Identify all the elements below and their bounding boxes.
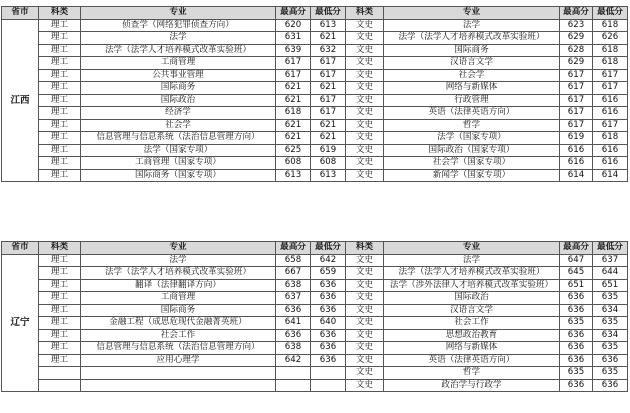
table-row bbox=[2, 169, 628, 182]
category-cell: 文史 bbox=[346, 169, 384, 182]
max-score-cell: 628 bbox=[560, 44, 593, 57]
major-cell: 法学（法学人才培养模式改革实验班） bbox=[81, 44, 276, 57]
max-score-cell: 616 bbox=[560, 157, 593, 170]
min-score-cell: 618 bbox=[593, 19, 628, 32]
major-cell: 国际商务（国家专项） bbox=[81, 169, 276, 182]
category-cell: 理工 bbox=[39, 342, 81, 355]
major-cell: 哲学 bbox=[384, 367, 560, 380]
min-score-cell: 644 bbox=[593, 267, 628, 280]
max-score-cell: 641 bbox=[276, 317, 311, 330]
header-category: 科类 bbox=[39, 7, 81, 20]
table-row bbox=[2, 279, 628, 292]
table-row bbox=[2, 119, 628, 132]
category-cell: 理工 bbox=[39, 132, 81, 145]
category-cell: 文史 bbox=[346, 304, 384, 317]
max-score-cell: 645 bbox=[560, 267, 593, 280]
table-row bbox=[2, 292, 628, 305]
min-score-cell bbox=[311, 367, 346, 380]
max-score-cell bbox=[276, 379, 311, 392]
min-score-cell: 614 bbox=[593, 169, 628, 182]
min-score-cell: 618 bbox=[593, 57, 628, 70]
min-score-cell: 636 bbox=[311, 292, 346, 305]
category-cell: 理工 bbox=[39, 254, 81, 267]
min-score-cell: 659 bbox=[311, 267, 346, 280]
category-cell: 文史 bbox=[346, 254, 384, 267]
table-row bbox=[2, 82, 628, 95]
header-category: 科类 bbox=[346, 242, 384, 255]
min-score-cell: 616 bbox=[593, 94, 628, 107]
major-cell: 新闻学（国家专项） bbox=[384, 169, 560, 182]
category-cell: 理工 bbox=[39, 329, 81, 342]
min-score-cell: 619 bbox=[311, 144, 346, 157]
min-score-cell: 635 bbox=[593, 292, 628, 305]
table-row bbox=[2, 132, 628, 145]
category-cell: 理工 bbox=[39, 119, 81, 132]
max-score-cell: 613 bbox=[276, 169, 311, 182]
category-cell: 文史 bbox=[346, 132, 384, 145]
category-cell: 文史 bbox=[346, 379, 384, 392]
max-score-cell: 617 bbox=[560, 69, 593, 82]
category-cell: 理工 bbox=[39, 107, 81, 120]
min-score-cell: 613 bbox=[311, 169, 346, 182]
category-cell: 文史 bbox=[346, 267, 384, 280]
table-row bbox=[2, 57, 628, 70]
max-score-cell: 636 bbox=[560, 379, 593, 392]
category-cell: 文史 bbox=[346, 107, 384, 120]
table-row bbox=[2, 44, 628, 57]
category-cell: 文史 bbox=[346, 94, 384, 107]
min-score-cell: 635 bbox=[593, 367, 628, 380]
major-cell: 法学 bbox=[81, 32, 276, 45]
max-score-cell: 617 bbox=[560, 94, 593, 107]
header-category: 科类 bbox=[39, 242, 81, 255]
table-row bbox=[2, 107, 628, 120]
category-cell: 理工 bbox=[39, 317, 81, 330]
header-max-score: 最高分 bbox=[560, 7, 593, 20]
header-major: 专业 bbox=[384, 7, 560, 20]
category-cell: 理工 bbox=[39, 69, 81, 82]
major-cell: 社会学 bbox=[81, 119, 276, 132]
major-cell: 英语（法律英语方向） bbox=[384, 107, 560, 120]
category-cell: 理工 bbox=[39, 144, 81, 157]
major-cell: 国际政治（国家专项） bbox=[384, 144, 560, 157]
major-cell: 国际政治 bbox=[81, 94, 276, 107]
min-score-cell: 636 bbox=[311, 304, 346, 317]
max-score-cell: 658 bbox=[276, 254, 311, 267]
major-cell: 翻译（法律翻译方向） bbox=[81, 279, 276, 292]
max-score-cell: 625 bbox=[276, 144, 311, 157]
max-score-cell: 667 bbox=[276, 267, 311, 280]
category-cell: 理工 bbox=[39, 44, 81, 57]
category-cell: 理工 bbox=[39, 354, 81, 367]
min-score-cell: 636 bbox=[593, 354, 628, 367]
major-cell: 汉语言文学 bbox=[384, 57, 560, 70]
major-cell: 社会学 bbox=[384, 69, 560, 82]
major-cell: 金融工程（成思危现代金融菁英班） bbox=[81, 317, 276, 330]
min-score-cell: 618 bbox=[593, 44, 628, 57]
category-cell: 文史 bbox=[346, 157, 384, 170]
major-cell: 社会学（国家专项） bbox=[384, 157, 560, 170]
max-score-cell: 618 bbox=[276, 107, 311, 120]
major-cell: 法学（国家专项） bbox=[384, 132, 560, 145]
table-row bbox=[2, 379, 628, 392]
max-score-cell: 619 bbox=[560, 132, 593, 145]
major-cell: 法学（法学人才培养模式改革实验班） bbox=[81, 267, 276, 280]
min-score-cell: 635 bbox=[593, 317, 628, 330]
major-cell: 国际商务 bbox=[81, 82, 276, 95]
header-major: 专业 bbox=[81, 242, 276, 255]
min-score-cell: 616 bbox=[593, 107, 628, 120]
major-cell bbox=[81, 367, 276, 380]
min-score-cell: 621 bbox=[311, 132, 346, 145]
category-cell: 文史 bbox=[346, 354, 384, 367]
header-min-score: 最低分 bbox=[593, 242, 628, 255]
max-score-cell: 621 bbox=[276, 132, 311, 145]
max-score-cell: 636 bbox=[560, 304, 593, 317]
min-score-cell: 608 bbox=[311, 157, 346, 170]
max-score-cell: 621 bbox=[276, 119, 311, 132]
header-row bbox=[2, 242, 628, 255]
max-score-cell: 636 bbox=[276, 304, 311, 317]
max-score-cell: 616 bbox=[560, 144, 593, 157]
max-score-cell: 608 bbox=[276, 157, 311, 170]
min-score-cell: 613 bbox=[311, 19, 346, 32]
max-score-cell: 621 bbox=[276, 82, 311, 95]
category-cell: 文史 bbox=[346, 367, 384, 380]
category-cell bbox=[39, 379, 81, 392]
max-score-cell: 636 bbox=[560, 292, 593, 305]
max-score-cell: 636 bbox=[560, 354, 593, 367]
header-min-score: 最低分 bbox=[311, 242, 346, 255]
province-cell: 江西 bbox=[2, 19, 39, 182]
header-max-score: 最高分 bbox=[276, 7, 311, 20]
min-score-cell bbox=[311, 379, 346, 392]
major-cell bbox=[81, 379, 276, 392]
major-cell: 工商管理（国家专项） bbox=[81, 157, 276, 170]
min-score-cell: 618 bbox=[593, 132, 628, 145]
min-score-cell: 621 bbox=[311, 119, 346, 132]
min-score-cell: 636 bbox=[311, 329, 346, 342]
header-major: 专业 bbox=[81, 7, 276, 20]
header-province: 省市 bbox=[2, 7, 39, 20]
table-row bbox=[2, 69, 628, 82]
max-score-cell: 617 bbox=[560, 82, 593, 95]
min-score-cell: 634 bbox=[593, 329, 628, 342]
table-row bbox=[2, 267, 628, 280]
min-score-cell: 617 bbox=[311, 57, 346, 70]
major-cell: 工商管理 bbox=[81, 292, 276, 305]
category-cell: 理工 bbox=[39, 267, 81, 280]
min-score-cell: 640 bbox=[311, 317, 346, 330]
major-cell: 汉语言文学 bbox=[384, 304, 560, 317]
major-cell: 法学 bbox=[384, 19, 560, 32]
min-score-cell: 651 bbox=[593, 279, 628, 292]
major-cell: 网络与新媒体 bbox=[384, 342, 560, 355]
max-score-cell: 631 bbox=[276, 32, 311, 45]
category-cell: 文史 bbox=[346, 342, 384, 355]
max-score-cell: 629 bbox=[560, 32, 593, 45]
max-score-cell: 639 bbox=[276, 44, 311, 57]
table-row bbox=[2, 304, 628, 317]
major-cell: 思想政治教育 bbox=[384, 329, 560, 342]
category-cell: 文史 bbox=[346, 119, 384, 132]
category-cell: 理工 bbox=[39, 157, 81, 170]
major-cell: 应用心理学 bbox=[81, 354, 276, 367]
major-cell: 法学（法学人才培养模式改革实验班） bbox=[384, 267, 560, 280]
header-max-score: 最高分 bbox=[276, 242, 311, 255]
category-cell: 文史 bbox=[346, 144, 384, 157]
min-score-cell: 634 bbox=[593, 304, 628, 317]
max-score-cell: 623 bbox=[560, 19, 593, 32]
table-row bbox=[2, 94, 628, 107]
max-score-cell: 647 bbox=[560, 254, 593, 267]
major-cell: 哲学 bbox=[384, 119, 560, 132]
category-cell: 文史 bbox=[346, 32, 384, 45]
min-score-cell: 621 bbox=[311, 32, 346, 45]
major-cell: 法学（法学人才培养模式改革实验班） bbox=[384, 32, 560, 45]
header-min-score: 最低分 bbox=[311, 7, 346, 20]
major-cell: 社会工作 bbox=[81, 329, 276, 342]
major-cell: 国际政治 bbox=[384, 292, 560, 305]
min-score-cell: 616 bbox=[593, 157, 628, 170]
major-cell: 社会工作 bbox=[384, 317, 560, 330]
min-score-cell: 617 bbox=[593, 119, 628, 132]
min-score-cell: 621 bbox=[311, 82, 346, 95]
min-score-cell: 636 bbox=[311, 354, 346, 367]
min-score-cell: 617 bbox=[311, 94, 346, 107]
min-score-cell: 617 bbox=[311, 69, 346, 82]
category-cell: 文史 bbox=[346, 317, 384, 330]
category-cell: 理工 bbox=[39, 169, 81, 182]
major-cell: 信息管理与信息系统（法治信息管理方向） bbox=[81, 342, 276, 355]
header-min-score: 最低分 bbox=[593, 7, 628, 20]
max-score-cell: 637 bbox=[276, 292, 311, 305]
category-cell: 文史 bbox=[346, 82, 384, 95]
max-score-cell: 638 bbox=[276, 342, 311, 355]
min-score-cell: 636 bbox=[311, 279, 346, 292]
major-cell: 法学 bbox=[81, 254, 276, 267]
major-cell: 法学（国家专项） bbox=[81, 144, 276, 157]
max-score-cell: 638 bbox=[276, 279, 311, 292]
major-cell: 公共事业管理 bbox=[81, 69, 276, 82]
header-max-score: 最高分 bbox=[560, 242, 593, 255]
max-score-cell bbox=[276, 367, 311, 380]
category-cell: 文史 bbox=[346, 292, 384, 305]
category-cell: 理工 bbox=[39, 19, 81, 32]
major-cell: 网络与新媒体 bbox=[384, 82, 560, 95]
table-row bbox=[2, 342, 628, 355]
max-score-cell: 614 bbox=[560, 169, 593, 182]
max-score-cell: 617 bbox=[276, 57, 311, 70]
max-score-cell: 635 bbox=[560, 367, 593, 380]
header-province: 省市 bbox=[2, 242, 39, 255]
table-row bbox=[2, 317, 628, 330]
province-cell: 辽宁 bbox=[2, 254, 39, 392]
min-score-cell: 617 bbox=[593, 69, 628, 82]
max-score-cell: 621 bbox=[276, 94, 311, 107]
max-score-cell: 636 bbox=[560, 329, 593, 342]
category-cell: 理工 bbox=[39, 279, 81, 292]
major-cell: 政治学与行政学 bbox=[384, 379, 560, 392]
max-score-cell: 620 bbox=[276, 19, 311, 32]
category-cell: 理工 bbox=[39, 304, 81, 317]
table-row bbox=[2, 254, 628, 267]
score-table-jiangxi bbox=[1, 6, 628, 182]
max-score-cell: 636 bbox=[560, 342, 593, 355]
header-major: 专业 bbox=[384, 242, 560, 255]
major-cell: 信息管理与信息系统（法治信息管理方向） bbox=[81, 132, 276, 145]
min-score-cell: 637 bbox=[593, 254, 628, 267]
min-score-cell: 636 bbox=[311, 342, 346, 355]
table-row bbox=[2, 144, 628, 157]
max-score-cell: 635 bbox=[560, 317, 593, 330]
major-cell: 英语（法律英语方向） bbox=[384, 354, 560, 367]
table-row bbox=[2, 157, 628, 170]
max-score-cell: 642 bbox=[276, 354, 311, 367]
category-cell: 文史 bbox=[346, 57, 384, 70]
header-row bbox=[2, 7, 628, 20]
category-cell bbox=[39, 367, 81, 380]
min-score-cell: 617 bbox=[311, 107, 346, 120]
max-score-cell: 636 bbox=[276, 329, 311, 342]
table-row bbox=[2, 19, 628, 32]
category-cell: 理工 bbox=[39, 292, 81, 305]
min-score-cell: 617 bbox=[593, 82, 628, 95]
category-cell: 理工 bbox=[39, 82, 81, 95]
major-cell: 经济学 bbox=[81, 107, 276, 120]
max-score-cell: 617 bbox=[276, 69, 311, 82]
category-cell: 理工 bbox=[39, 32, 81, 45]
max-score-cell: 629 bbox=[560, 57, 593, 70]
max-score-cell: 651 bbox=[560, 279, 593, 292]
category-cell: 文史 bbox=[346, 329, 384, 342]
table-row bbox=[2, 32, 628, 45]
major-cell: 国际商务 bbox=[384, 44, 560, 57]
header-category: 科类 bbox=[346, 7, 384, 20]
table-row bbox=[2, 329, 628, 342]
major-cell: 法学（涉外法律人才培养模式改革实验班） bbox=[384, 279, 560, 292]
category-cell: 文史 bbox=[346, 279, 384, 292]
category-cell: 理工 bbox=[39, 94, 81, 107]
major-cell: 行政管理 bbox=[384, 94, 560, 107]
major-cell: 侦查学（网络犯罪侦查方向） bbox=[81, 19, 276, 32]
min-score-cell: 642 bbox=[311, 254, 346, 267]
category-cell: 理工 bbox=[39, 57, 81, 70]
max-score-cell: 617 bbox=[560, 107, 593, 120]
major-cell: 工商管理 bbox=[81, 57, 276, 70]
score-table-liaoning bbox=[1, 241, 628, 392]
min-score-cell: 626 bbox=[593, 32, 628, 45]
table-row bbox=[2, 367, 628, 380]
major-cell: 国际商务 bbox=[81, 304, 276, 317]
table-row bbox=[2, 354, 628, 367]
major-cell: 法学 bbox=[384, 254, 560, 267]
min-score-cell: 616 bbox=[593, 144, 628, 157]
category-cell: 文史 bbox=[346, 19, 384, 32]
min-score-cell: 632 bbox=[311, 44, 346, 57]
min-score-cell: 636 bbox=[593, 379, 628, 392]
category-cell: 文史 bbox=[346, 69, 384, 82]
min-score-cell: 635 bbox=[593, 342, 628, 355]
category-cell: 文史 bbox=[346, 44, 384, 57]
max-score-cell: 617 bbox=[560, 119, 593, 132]
